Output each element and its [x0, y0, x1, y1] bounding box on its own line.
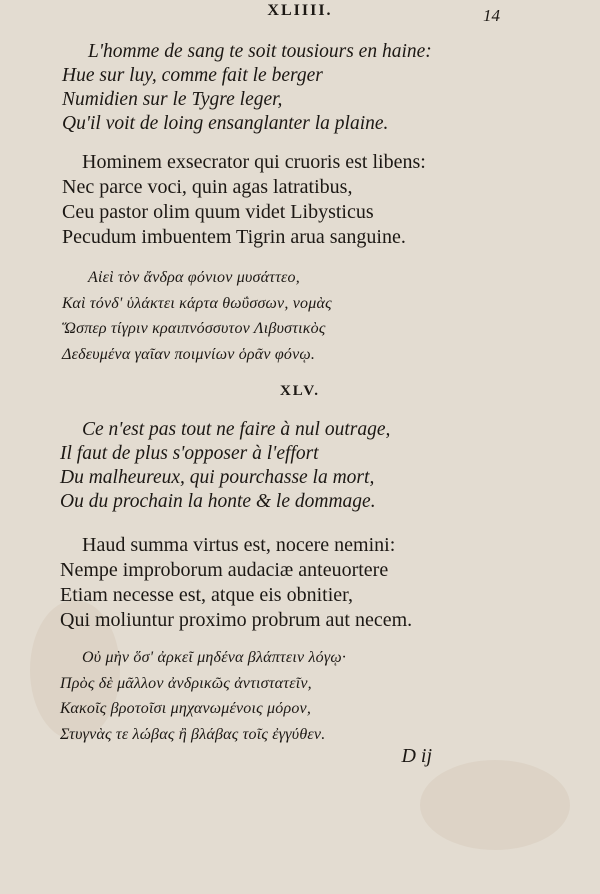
verse-line: Κακοῖς βροτοῖσι μηχανωμένοις μόρον,	[60, 700, 312, 717]
verse-line: Στυγνὰς τε λώβας ἢ βλάβας τοῖς ἐγγύθεν.	[60, 725, 326, 743]
verse-line: Ὥσπερ τίγριν κραιπνόσσυτον Λιβυστικὸς	[62, 320, 326, 337]
greek-stanza-44	[62, 265, 332, 367]
verse-line: Οὐ μὴν ὅσ' ἀρκεῖ μηδένα βλάπτειν λόγῳ·	[82, 649, 347, 666]
verse-line: Pecudum imbuentem Tigrin arua sanguine.	[62, 226, 406, 248]
verse-line: Il faut de plus s'opposer à l'effort	[60, 443, 319, 464]
verse-line: Δεδευμένα γαῖαν ποιμνίων ὁρᾶν φόνῳ.	[62, 345, 316, 363]
french-stanza-45	[60, 418, 390, 514]
verse-line: Αἰεὶ τὸν ἄνδρα φόνιον μυσάττεο,	[88, 269, 300, 286]
verse-line: Hue sur luy, comme fait le berger	[62, 65, 323, 86]
verse-line: Numidien sur le Tygre leger,	[62, 89, 283, 110]
verse-line: Etiam necesse est, atque eis obnitier,	[60, 584, 353, 606]
page-number: 14	[483, 6, 500, 25]
verse-line: L'homme de sang te soit tousiours en haine:	[88, 41, 432, 62]
verse-line: Nec parce voci, quin agas latratibus,	[62, 176, 353, 198]
verse-line: Hominem exsecrator qui cruoris est libens:	[82, 151, 426, 173]
verse-line: Ce n'est pas tout ne faire à nul outrage,	[82, 419, 391, 440]
verse-line: Haud summa virtus est, nocere nemini:	[82, 534, 396, 556]
french-stanza-44	[62, 40, 432, 136]
verse-line: Qu'il voit de loing ensanglanter la plaine.	[62, 113, 389, 134]
latin-stanza-44	[62, 150, 426, 250]
verse-line: Ou du prochain la honte & le dommage.	[60, 491, 376, 512]
section-heading-45: XLV.	[279, 383, 321, 399]
verse-line: Καὶ τόνδ' ὑλάκτει κάρτα θωΰσσων, νομὰς	[62, 294, 332, 312]
verse-line: Ceu pastor olim quum videt Libysticus	[62, 201, 374, 223]
paper-stain	[420, 760, 570, 850]
verse-line: Qui moliuntur proximo probrum aut necem.	[60, 609, 413, 631]
page-header	[0, 2, 600, 26]
verse-line: Πρὸς δὲ μᾶλλον ἀνδρικῶς ἀντιστατεῖν,	[60, 674, 312, 692]
section-number: XLIIII.	[267, 2, 333, 19]
signature-mark: D ij	[401, 745, 432, 767]
verse-line: Du malheureux, qui pourchasse la mort,	[60, 467, 375, 488]
greek-stanza-45	[60, 645, 346, 747]
verse-line: Nempe improborum audaciæ anteuortere	[60, 559, 389, 581]
latin-stanza-45	[60, 533, 412, 633]
